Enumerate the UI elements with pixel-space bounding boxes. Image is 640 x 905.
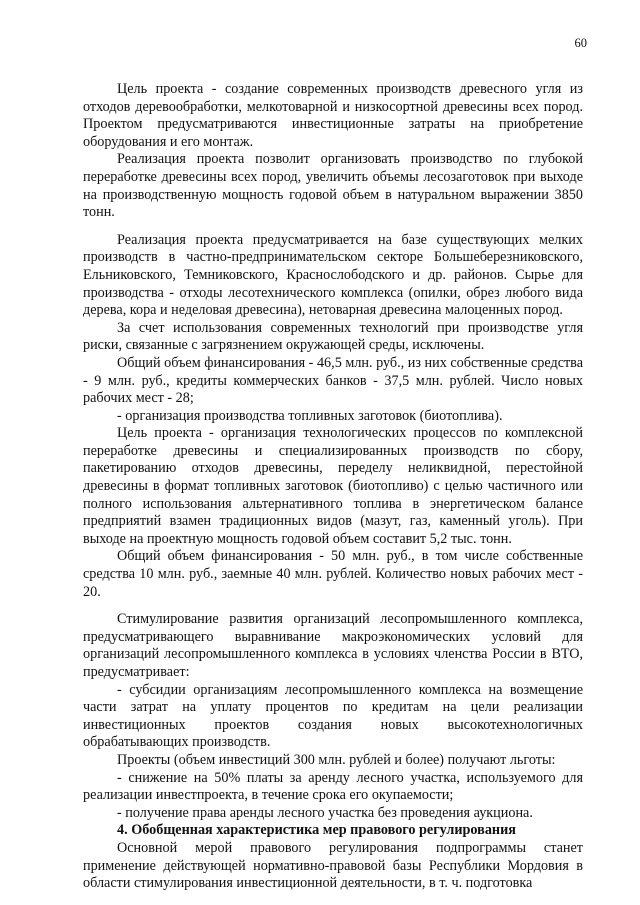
paragraph-legal-regulation: Основной мерой правового регулирования подпрограммы станет применение действующей нормативно-правовой базы Республики Мордовия в области стимулирования инвестиционной деятельности, в т. ч. подготовка <box>83 839 583 892</box>
section-heading: 4. Обобщенная характеристика мер правового регулирования <box>117 822 516 839</box>
paragraph-rent-right: - получение права аренды лесного участка без проведения аукциона. <box>117 804 533 821</box>
paragraph-stimulation: Стимулирование развития организаций лесопромышленного комплекса, предусматривающего выравнивание макроэкономических условий для организаций лесопромышленного комплекса в условиях членства России в ВТО, предусматривает: <box>83 611 583 680</box>
paragraph-biofuel-financing: Общий объем финансирования - 50 млн. руб., в том числе собственные средства 10 млн. руб., заемные 40 млн. рублей. Количество новых рабочих мест - 20. <box>83 548 583 600</box>
paragraph-biofuel-item: - организация производства топливных заготовок (биотоплива). <box>117 407 503 424</box>
paragraph-charcoal-risks: За счет использования современных технологий при производстве угля риски, связанные с загрязнением окружающей среды, исключены. <box>83 319 583 354</box>
paragraph-charcoal-capacity: Реализация проекта позволит организовать производство по глубокой переработке древесины всех пород, увеличить объемы лесозаготовок при выходе на производственную мощность годовой объем в натуральном выражении 3850 тонн. <box>83 151 583 221</box>
paragraph-charcoal-goal: Цель проекта - создание современных производств древесного угля из отходов деревообработки, мелкотоварной и низкосортной древесины всех пород. Проектом предусматриваются инвестиционные затраты на приобретение оборудования и его монтаж. <box>83 81 583 150</box>
paragraph-benefits: Проекты (объем инвестиций 300 млн. рублей и более) получают льготы: <box>117 751 556 768</box>
page-number: 60 <box>574 36 587 50</box>
paragraph-subsidies: - субсидии организациям лесопромышленного комплекса на возмещение части затрат на уплату процентов по кредитам на цели реализации инвестиционных проектов создания новых высокотехнологичных обрабатывающих производств. <box>83 681 583 751</box>
paragraph-biofuel-goal: Цель проекта - организация технологических процессов по комплексной переработке древесины и специализированных производств по сбору, пакетированию отходов древесины, переделу неликвидной, перестойной древесины в формат топливных заготовок (биотопливо) с целью частичного или полного использования альтернативного топлива в энергетическом балансе предприятий взамен традиционных видов (мазут, газ, каменный уголь). При выходе на проектную мощность годовой объем составит 5,2 тыс. тонн. <box>83 425 583 547</box>
paragraph-rent-discount: - снижение на 50% платы за аренду лесного участка, используемого для реализации инвестпроекта, в течение срока его окупаемости; <box>83 769 583 804</box>
paragraph-charcoal-base: Реализация проекта предусматривается на базе существующих мелких производств в частно-предпринимательском секторе Большеберезниковского, Ельниковского, Темниковского, Краснослободского и др. районов. Сырье для производства - отходы лесотехнического комплекса (опилки, обрез любого вида дерева, кора и неделовая древесина), нетоварная древесина малоценных пород. <box>83 231 583 319</box>
paragraph-charcoal-financing: Общий объем финансирования - 46,5 млн. руб., из них собственные средства - 9 млн. руб., кредиты коммерческих банков - 37,5 млн. рублей. Число новых рабочих мест - 28; <box>83 354 583 407</box>
document-body <box>83 81 583 893</box>
